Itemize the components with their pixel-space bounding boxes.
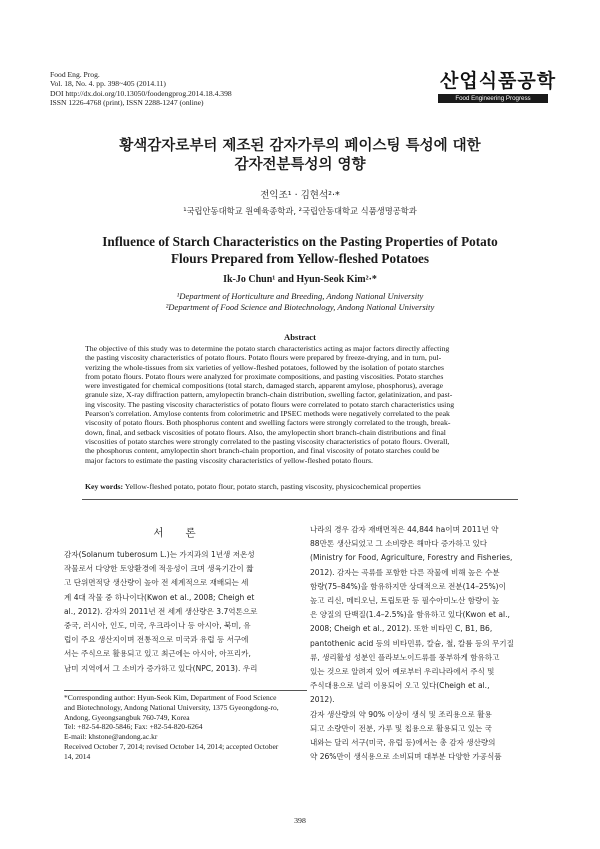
section-title: 서론 — [153, 527, 218, 539]
korean-authors: 전익조¹ · 김현석²·* — [260, 190, 340, 201]
body-line: 88만톤 생산되었고 그 소비량은 해마다 증가하고 있다 — [310, 539, 488, 549]
page-number: 398 — [294, 816, 306, 825]
issn: ISSN 1226-4768 (print), ISSN 2288-1247 (online) — [50, 97, 204, 107]
journal-logo — [438, 66, 557, 110]
body-line: 2012). 감자는 곡류를 포함한 다른 작물에 비해 높은 수분 — [310, 567, 500, 577]
abstract-line: the phosphorus content, amylopectin short branch-chain proportion, and final viscosity of potato starches could be — [85, 446, 440, 456]
keywords-list: Yellow-fleshed potato, potato flour, potato starch, pasting viscosity, physicochemical properties — [123, 482, 421, 491]
footnote-line: *Corresponding author: Hyun-Seok Kim, Department of Food Science — [64, 693, 277, 702]
english-title — [40, 234, 560, 267]
doi: DOI http://dx.doi.org/10.13050/foodengprog.2014.18.4.398 — [50, 88, 232, 98]
divider — [82, 499, 518, 500]
footnote-line: E-mail: khstone@andong.ac.kr — [64, 732, 158, 742]
body-line: 고 단위면적당 생산량이 높아 전 세계적으로 재배되는 세 — [64, 578, 249, 588]
korean-title-line: 감자전분특성의 영향 — [234, 157, 366, 173]
abstract-line: verizing the whole-tissues from six varieties of yellow-fleshed potatoes, followed by the isolation of potato starches — [85, 362, 444, 372]
abstract-line: major factors to estimate the pasting viscosity characteristics of yellow-fleshed potato flours. — [85, 455, 373, 465]
korean-title — [40, 137, 560, 175]
footnote-line: Tel: +82-54-820-5846; Fax: +82-54-820-6264 — [64, 722, 203, 732]
body-line: 감자 생산량의 약 90% 이상이 생식 및 조리용으로 활용 — [310, 709, 492, 719]
abstract-line: from potato flours. Potato flours were analyzed for proximate compositions, and pasting viscosities. Potato starches — [85, 371, 444, 381]
abstract-line: viscosities of potato starches were strongly correlated to the pasting viscosity characteristics of potato flours. Overall, — [85, 436, 450, 446]
abstract-line: The objective of this study was to determine the potato starch characteristics acting as major factors directly affecting — [85, 344, 450, 353]
footnote-divider — [64, 690, 307, 691]
logo-english-text: Food Engineering Progress — [455, 95, 531, 102]
journal-meta — [50, 70, 232, 107]
left-column — [64, 548, 307, 676]
body-line: 중국, 러시아, 인도, 미국, 우크라이나 등 아시아, 북미, 유 — [64, 621, 251, 631]
body-line: 은 양질의 단백질(1.4–2.5%)을 함유하고 있다(Kwon et al., — [310, 610, 510, 620]
footnote-line: Andong, Gyeongsangbuk 760-749, Korea — [64, 712, 190, 722]
body-line: 작물로서 다양한 토양환경에 적응성이 크며 생육기간이 짧 — [64, 564, 254, 574]
abstract-line: viscosity of potato flours. Both phosphorus content and swelling factors were strongly correlated to the trough, break- — [85, 418, 451, 428]
footnote — [64, 693, 307, 762]
body-line: 나라의 경우 감자 재배면적은 44,844 ha이며 2011년 약 — [310, 525, 499, 534]
body-line: 주식대용으로 널리 이용되어 오고 있다(Cheigh et al., — [310, 681, 490, 691]
keywords — [85, 482, 515, 491]
body-line: 함량(75–84%)을 함유하지만 상대적으로 전분(14–25%)이 — [310, 581, 506, 591]
body-line: (Ministry for Food, Agriculture, Forestry and Fisheries, — [310, 553, 513, 563]
body-line: 남미 지역에서 그 소비가 증가하고 있다(NPC, 2013). 우리 — [64, 663, 258, 673]
abstract-line: were investigated for chemical compositions (total starch, damaged starch, apparent amylose, phosphorus), average — [85, 381, 444, 391]
right-column — [310, 523, 553, 764]
body-line: 서는 주식으로 활용되고 있고 최근에는 아시아, 아프리카, — [64, 649, 251, 659]
body-line: 2008; Cheigh et al., 2012). 또한 비타민 C, B1, B6, — [310, 624, 493, 634]
volume-pages: Vol. 18, No. 4. pp. 398~405 (2014.11) — [50, 79, 166, 89]
english-title-line: Influence of Starch Characteristics on the Pasting Properties of Potato — [102, 234, 498, 249]
affiliation-2: ²Department of Food Science and Biotechnology, Andong National University — [165, 302, 435, 312]
body-line: 되고 소량만이 전분, 가루 및 칩용으로 활용되고 있는 국 — [310, 723, 492, 733]
abstract-line: granule size, X-ray diffraction pattern, amylopectin branch-chain distribution, swelling factor, gelatinization, and past- — [85, 390, 453, 400]
body-line: 높고 리신, 메티오닌, 트립토판 등 필수아미노산 함량이 높 — [310, 596, 500, 606]
abstract-line: down, final, and setback viscosities of potato flours. Also, the amylopectin short branch-chain distributions and final — [85, 427, 446, 437]
body-line: 2012). — [310, 695, 335, 705]
english-affiliations — [40, 291, 560, 313]
footnote-line: 14, 2014 — [64, 751, 91, 761]
body-line: 있는 것으로 알려져 있어 예로부터 우리나라에서 주식 및 — [310, 667, 495, 677]
journal-name: Food Eng. Prog. — [50, 70, 100, 79]
body-line: al., 2012). 감자의 2011년 전 세계 생산량은 3.7억톤으로 — [64, 606, 258, 616]
abstract-heading: Abstract — [284, 332, 316, 342]
english-authors: Ik-Jo Chun¹ and Hyun-Seok Kim²·* — [223, 274, 377, 285]
footnote-line: and Biotechnology, Andong National University, 1375 Gyeongdong-ro, — [64, 702, 279, 712]
abstract-line: ing viscosity. The pasting viscosity characteristics of potato flours were correlated to potato starch characteristics using — [85, 399, 455, 409]
keywords-label: Key words: — [85, 482, 124, 491]
body-line: 계 4대 작물 중 하나이다(Kwon et al., 2008; Cheigh et — [64, 592, 255, 602]
logo-korean-text: 산업식품공학 — [440, 70, 557, 92]
abstract-line: the pasting viscosity characteristics of potato flours. Potato flours were prepared by freeze-drying, and in turn, pul- — [85, 353, 442, 363]
body-line: 감자(Solanum tuberosum L.)는 가지과의 1년생 저온성 — [64, 550, 255, 559]
english-title-line: Flours Prepared from Yellow-fleshed Potatoes — [170, 250, 430, 266]
affiliation-1: ¹Department of Horticulture and Breeding, Andong National University — [176, 291, 424, 301]
abstract-body — [85, 344, 515, 465]
footnote-line: Received October 7, 2014; revised October 14, 2014; accepted October — [64, 741, 279, 751]
body-line: 류, 생리활성 성분인 플라보노이드류를 풍부하게 함유하고 — [310, 652, 500, 662]
body-line: pantothenic acid 등의 비타민류, 칼슘, 철, 칼륨 등의 무기질 — [310, 638, 514, 648]
abstract-line: Pearson's correlation. Amylose contents from colorimetric and IPSEC methods were negatively correlated to the peak — [85, 409, 450, 419]
body-line: 약 26%만이 생식용으로 소비되며 대부분 다양한 가공식품 — [310, 752, 502, 762]
body-line: 럽이 주요 생산지이며 전통적으로 미국과 유럽 등 서구에 — [64, 635, 249, 645]
korean-title-line: 황색감자로부터 제조된 감자가루의 페이스팅 특성에 대한 — [119, 138, 481, 154]
korean-affiliations: ¹국립안동대학교 원예육종학과, ²국립안동대학교 식품생명공학과 — [183, 206, 417, 216]
body-line: 내와는 달리 서구(미국, 유럽 등)에서는 총 감자 생산량의 — [310, 738, 496, 748]
